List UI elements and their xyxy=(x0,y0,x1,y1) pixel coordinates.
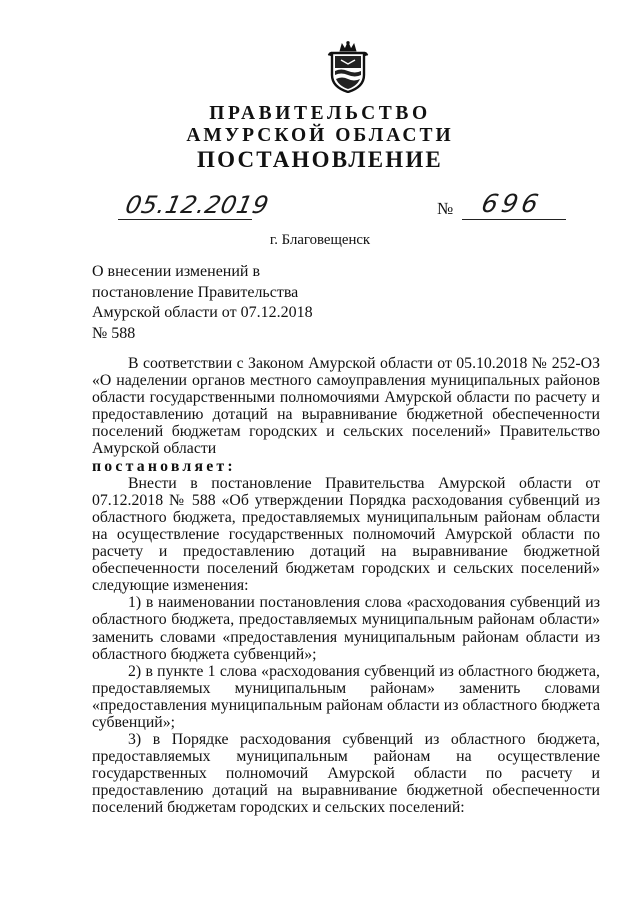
number-label: № xyxy=(437,199,454,218)
document-body xyxy=(92,355,600,817)
document-subject xyxy=(92,262,352,344)
coat-of-arms-icon xyxy=(327,41,369,93)
number-underline xyxy=(462,219,566,220)
subject-line: О внесении изменений в xyxy=(92,263,261,280)
org-name-line1: ПРАВИТЕЛЬСТВО xyxy=(209,103,431,124)
decree-paragraph xyxy=(92,458,600,475)
item-1: 1) в наименовании постановления слова «расходования субвенций из областного бюджета, предоставляемых муниципальным районам области» заменить словами «предоставления муниципальным районам области из областного бюджета субвенций»; xyxy=(92,594,600,663)
decree-word: постановляет: xyxy=(92,457,236,475)
document-number: 696 xyxy=(478,189,545,218)
date-underline xyxy=(118,219,252,220)
subject-line: № 588 xyxy=(92,324,136,342)
subject-line: Амурской области от 07.12.2018 xyxy=(92,304,313,321)
item-2: 2) в пункте 1 слова «расходования субвенций из областного бюджета, предоставляемых муниципальным районам» заменить словами «предоставления муниципальным районам области из областного бюджета субвенций»; xyxy=(92,662,600,731)
org-name-line2: АМУРСКОЙ ОБЛАСТИ xyxy=(186,125,454,146)
paragraph-1: Внести в постановление Правительства Амурской области от 07.12.2018 № 588 «Об утверждении Порядка расходования субвенций из областного бюджета, предоставляемых муниципальным районам области на осуществление государственных полномочий Амурской области по расчету и предоставлению дотаций на выравнивание бюджетной обеспеченности поселений бюджетам городских и сельских поселений» следующие изменения: xyxy=(92,474,600,595)
preamble: В соответствии с Законом Амурской области от 05.10.2018 № 252-ОЗ «О наделении органов местного самоуправления муниципальных районов области государственными полномочиями Амурской области по расчету и предоставлению дотаций на выравнивание бюджетной обеспеченности поселений бюджетам городских и сельских поселений» Правительство Амурской области xyxy=(92,355,600,458)
city: г. Благовещенск xyxy=(269,232,371,248)
document-type: ПОСТАНОВЛЕНИЕ xyxy=(197,147,443,172)
subject-line: постановление Правительства xyxy=(92,283,299,301)
item-3: 3) в Порядке расходования субвенций из областного бюджета, предоставляемых муниципальным районам на осуществление государственных полномочий Амурской области по расчету и предоставлению дотаций на выравнивание бюджетной обеспеченности поселений бюджетам городских и сельских поселений: xyxy=(92,731,600,817)
document-date: 05.12.2019 xyxy=(123,191,272,219)
